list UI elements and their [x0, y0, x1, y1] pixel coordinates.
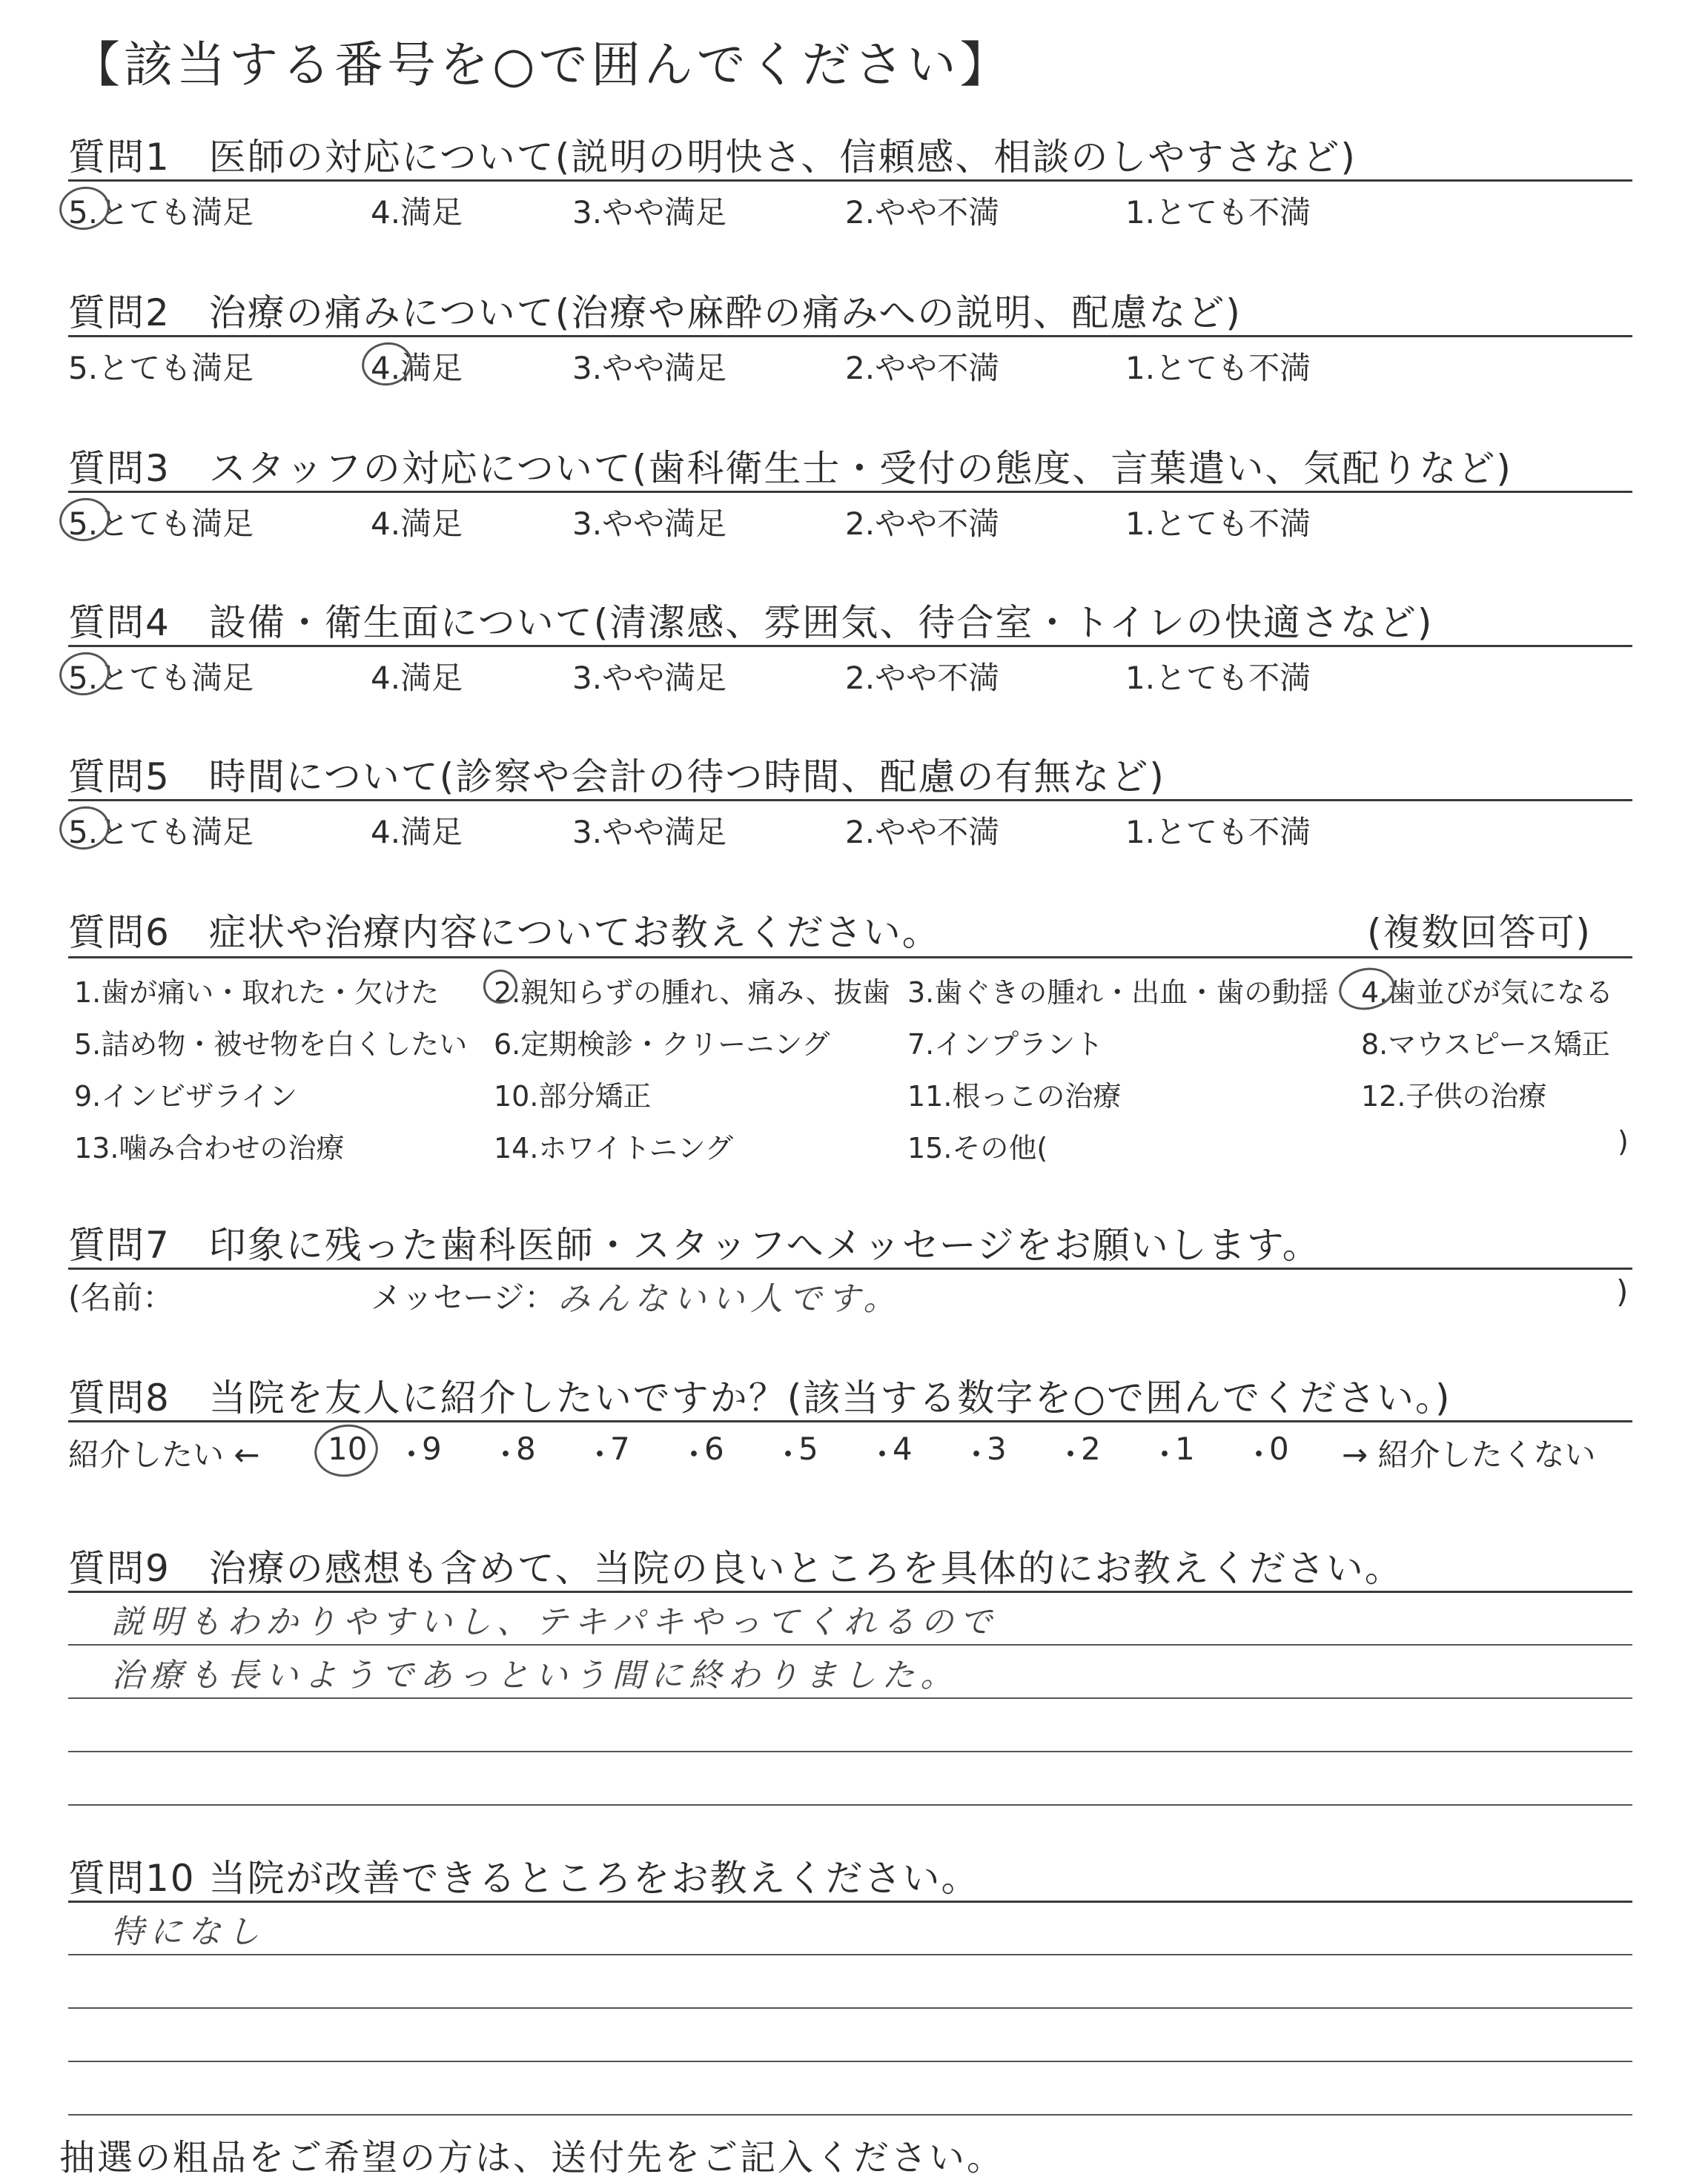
q8-scale-10[interactable]: 10: [328, 1431, 368, 1467]
q7-message-label: メッセージ：: [371, 1279, 556, 1316]
q8-scale-1[interactable]: 1: [1175, 1431, 1195, 1467]
q9-answer-line: [68, 1591, 1632, 1593]
q10-answer-line: [68, 2007, 1632, 2009]
q5-option-1[interactable]: 1.とても不満: [1125, 814, 1311, 850]
q8-scale-separator: ・: [396, 1437, 428, 1473]
q1-option-3[interactable]: 3.やや満足: [572, 194, 727, 231]
q9-handwritten-line-2: 治療も長いようであっという間に終わりました。: [111, 1657, 959, 1694]
q8-scale-4[interactable]: 4: [893, 1431, 913, 1467]
q7-close-paren: ): [1616, 1273, 1629, 1310]
q8-scale-2[interactable]: 2: [1081, 1431, 1101, 1467]
q8-left-label: 紹介したい ←: [68, 1437, 260, 1473]
q4-option-5[interactable]: 5.とても満足: [68, 660, 254, 696]
q6-option-11[interactable]: 11.根っこの治療: [907, 1080, 1122, 1113]
footer-cut-text: 抽選の粗品をご希望の方は、送付先をご記入ください。: [59, 2137, 1005, 2179]
q5-option-5[interactable]: 5.とても満足: [68, 814, 254, 850]
q10-handwritten-line-1: 特になし: [111, 1913, 265, 1951]
q1-option-2[interactable]: 2.やや不満: [845, 194, 1000, 231]
q6-option-13[interactable]: 13.噛み合わせの治療: [74, 1132, 345, 1164]
q9-answer-line: [68, 1804, 1632, 1806]
q2-option-4[interactable]: 4.満足: [371, 350, 463, 386]
q10-answer-line: [68, 2061, 1632, 2062]
q8-selected-circle: [311, 1419, 383, 1482]
q10-answer-line: [68, 1901, 1632, 1903]
q1-option-4[interactable]: 4.満足: [371, 194, 463, 231]
q8-scale-separator: ・: [961, 1437, 993, 1473]
q8-scale-separator: ・: [1149, 1437, 1181, 1473]
q6-multi-note: (複数回答可): [1367, 911, 1592, 954]
q7-title: 質問7 印象に残った歯科医師・スタッフへメッセージをお願いします。: [68, 1224, 1321, 1267]
q9-answer-line: [68, 1697, 1632, 1699]
q2-option-5[interactable]: 5.とても満足: [68, 350, 254, 386]
q10-answer-line: [68, 1954, 1632, 1955]
q1-option-5[interactable]: 5.とても満足: [68, 194, 254, 231]
q8-scale-separator: ・: [1243, 1437, 1275, 1473]
q9-answer-line: [68, 1644, 1632, 1646]
q8-rule: [68, 1420, 1632, 1422]
q10-answer-line: [68, 2114, 1632, 2116]
q8-scale-separator: ・: [1055, 1437, 1087, 1473]
q4-option-4[interactable]: 4.満足: [371, 660, 463, 696]
q6-option-1[interactable]: 1.歯が痛い・取れた・欠けた: [74, 976, 440, 1009]
q6-option-15[interactable]: 15.その他(: [907, 1132, 1048, 1164]
q6-rule: [68, 956, 1632, 958]
q5-option-3[interactable]: 3.やや満足: [572, 814, 727, 850]
q1-title: 質問1 医師の対応について(説明の明快さ、信頼感、相談のしやすさなど): [68, 136, 1357, 179]
q5-rule: [68, 799, 1632, 801]
q6-option-6[interactable]: 6.定期検診・クリーニング: [494, 1028, 830, 1061]
q3-option-2[interactable]: 2.やや不満: [845, 506, 1000, 542]
q3-title: 質問3 スタッフの対応について(歯科衛生士・受付の態度、言葉遣い、気配りなど): [68, 447, 1512, 490]
q8-scale-7[interactable]: 7: [610, 1431, 630, 1467]
q8-scale-8[interactable]: 8: [516, 1431, 536, 1467]
q2-option-2[interactable]: 2.やや不満: [845, 350, 1000, 386]
q5-option-2[interactable]: 2.やや不満: [845, 814, 1000, 850]
q6-option-12[interactable]: 12.子供の治療: [1361, 1080, 1547, 1113]
q3-option-3[interactable]: 3.やや満足: [572, 506, 727, 542]
q7-rule: [68, 1268, 1632, 1270]
q8-scale-0[interactable]: 0: [1269, 1431, 1289, 1467]
q1-option-1[interactable]: 1.とても不満: [1125, 194, 1311, 231]
q7-message-handwritten: みんないい人です。: [557, 1280, 902, 1318]
q8-scale-separator: ・: [867, 1437, 898, 1473]
q6-option-10[interactable]: 10.部分矯正: [494, 1080, 652, 1113]
q8-scale-9[interactable]: 9: [422, 1431, 442, 1467]
q2-option-3[interactable]: 3.やや満足: [572, 350, 727, 386]
q8-scale-separator: ・: [490, 1437, 522, 1473]
q6-option-2[interactable]: 2.親知らずの腫れ、痛み、抜歯: [494, 976, 890, 1009]
q9-handwritten-line-1: 説明もわかりやすいし、テキパキやってくれるので: [111, 1603, 998, 1641]
q4-option-2[interactable]: 2.やや不満: [845, 660, 1000, 696]
q8-scale-separator: ・: [772, 1437, 804, 1473]
q2-rule: [68, 335, 1632, 337]
form-header: 【該当する番号を○で囲んでください】: [71, 36, 1013, 93]
q8-scale-5[interactable]: 5: [798, 1431, 818, 1467]
q9-title: 質問9 治療の感想も含めて、当院の良いところを具体的にお教えください。: [68, 1547, 1403, 1590]
q4-title: 質問4 設備・衛生面について(清潔感、雰囲気、待合室・トイレの快適さなど): [68, 601, 1434, 644]
q8-right-label: → 紹介したくない: [1342, 1437, 1596, 1473]
q4-option-1[interactable]: 1.とても不満: [1125, 660, 1311, 696]
q5-option-4[interactable]: 4.満足: [371, 814, 463, 850]
q10-title: 質問10 当院が改善できるところをお教えください。: [68, 1857, 980, 1900]
q3-rule: [68, 491, 1632, 493]
q6-option-8[interactable]: 8.マウスピース矯正: [1361, 1028, 1610, 1061]
q4-rule: [68, 645, 1632, 647]
q6-option-3[interactable]: 3.歯ぐきの腫れ・出血・歯の動揺: [907, 976, 1329, 1009]
q3-option-5[interactable]: 5.とても満足: [68, 506, 254, 542]
q6-option-7[interactable]: 7.インプラント: [907, 1028, 1104, 1061]
q6-option-4[interactable]: 4.歯並びが気になる: [1361, 976, 1614, 1009]
q2-option-1[interactable]: 1.とても不満: [1125, 350, 1311, 386]
q8-title: 質問8 当院を友人に紹介したいですか？(該当する数字を○で囲んでください。): [68, 1376, 1452, 1419]
q2-title: 質問2 治療の痛みについて(治療や麻酔の痛みへの説明、配慮など): [68, 291, 1242, 334]
q9-answer-line: [68, 1751, 1632, 1752]
q8-scale-3[interactable]: 3: [987, 1431, 1007, 1467]
q6-option-16[interactable]: ): [1618, 1125, 1629, 1158]
q1-rule: [68, 179, 1632, 182]
q6-option-9[interactable]: 9.インビザライン: [74, 1080, 298, 1113]
q8-scale-separator: ・: [678, 1437, 710, 1473]
q7-name-label: (名前：: [68, 1279, 174, 1316]
q8-scale-6[interactable]: 6: [704, 1431, 724, 1467]
q3-option-1[interactable]: 1.とても不満: [1125, 506, 1311, 542]
q6-option-5[interactable]: 5.詰め物・被せ物を白くしたい: [74, 1028, 468, 1061]
q6-option-14[interactable]: 14.ホワイトニング: [494, 1132, 734, 1164]
q6-title: 質問6 症状や治療内容についてお教えください。: [68, 911, 941, 954]
q5-title: 質問5 時間について(診察や会計の待つ時間、配慮の有無など): [68, 755, 1165, 798]
q8-scale-separator: ・: [584, 1437, 616, 1473]
q4-option-3[interactable]: 3.やや満足: [572, 660, 727, 696]
q3-option-4[interactable]: 4.満足: [371, 506, 463, 542]
